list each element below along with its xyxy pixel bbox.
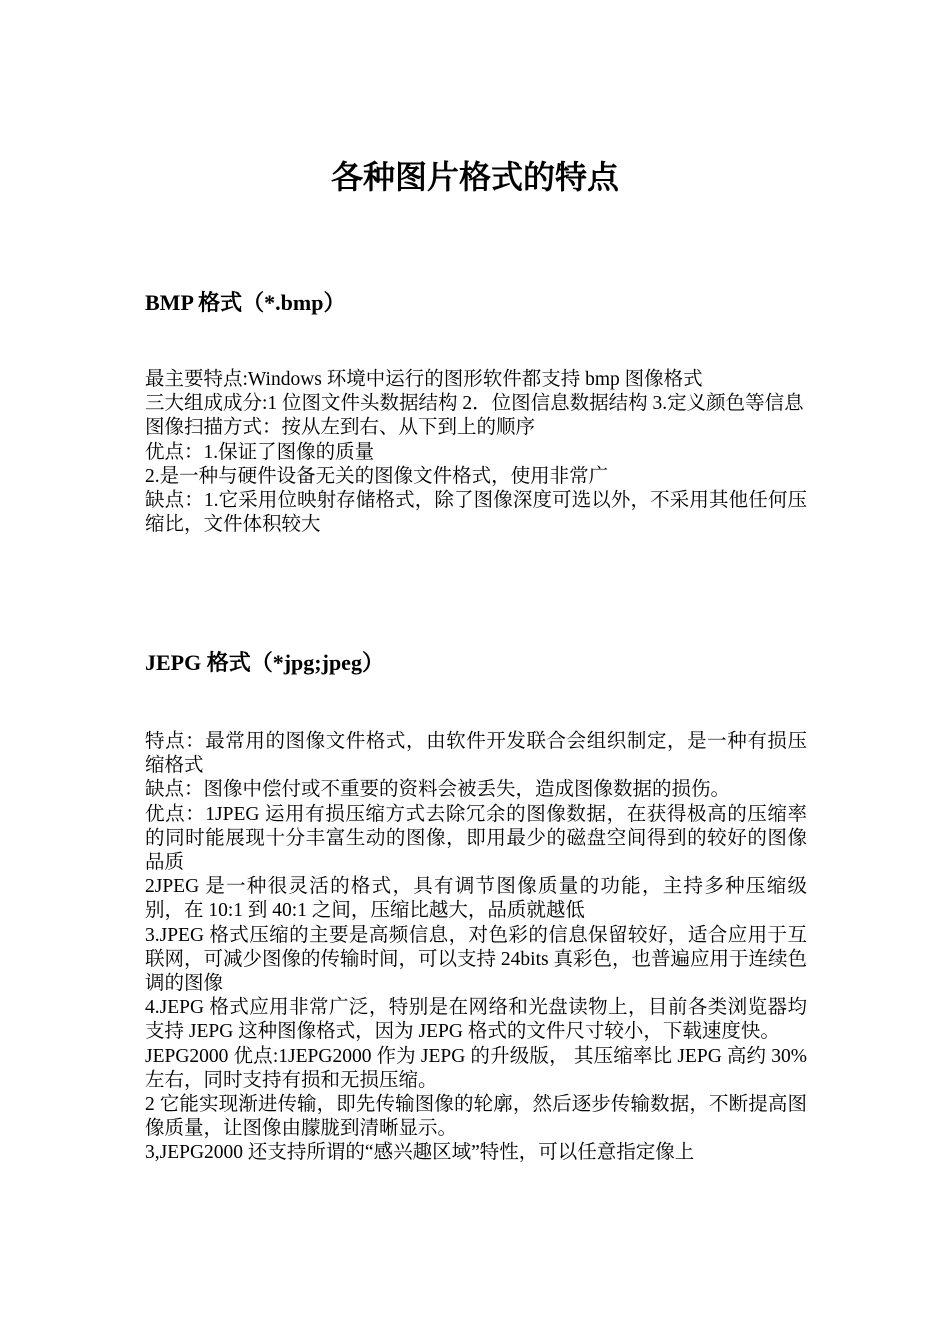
paragraph: 三大组成成分:1 位图文件头数据结构 2．位图信息数据结构 3.定义颜色等信息 [145, 393, 804, 415]
paragraph: 优点：1JPEG 运用有损压缩方式去除冗余的图像数据，在获得极高的压缩率的同时能展现十分丰富生动的图像，即用最少的磁盘空间得到的较好的图像品质 [145, 803, 807, 874]
paragraph: JEPG2000 优点:1JEPG2000 作为 JEPG 的升级版， 其压缩率比 JEPG 高约 30%左右，同时支持有损和无损压缩。 [145, 1045, 807, 1091]
section-heading-jpeg: JEPG 格式（*jpg;jpeg） [145, 650, 384, 675]
paragraph: 2.是一种与硬件设备无关的图像文件格式，使用非常广 [145, 465, 609, 487]
section-heading-bmp: BMP 格式（*.bmp） [145, 290, 346, 315]
paragraph: 3,JEPG2000 还支持所谓的“感兴趣区域”特性，可以任意指定像上 [145, 1142, 695, 1164]
paragraph: 4.JEPG 格式应用非常广泛，特别是在网络和光盘读物上，目前各类浏览器均支持 JEPG 这种图像格式，因为 JEPG 格式的文件尺寸较小，下载速度快。 [145, 997, 807, 1043]
section-body-bmp [145, 368, 807, 537]
document-title: 各种图片格式的特点 [330, 159, 619, 195]
paragraph: 3.JPEG 格式压缩的主要是高频信息，对色彩的信息保留较好，适合应用于互联网，可减少图像的传输时间，可以支持 24bits 真彩色，也普遍应用于连续色调的图像 [145, 924, 807, 995]
paragraph: 最主要特点:Windows 环境中运行的图形软件都支持 bmp 图像格式 [145, 369, 703, 390]
paragraph: 图像扫描方式：按从左到右、从下到上的顺序 [145, 417, 536, 439]
paragraph: 缺点：1.它采用位映射存储格式，除了图像深度可选以外，不采用其他任何压缩比，文件体积较大 [145, 490, 807, 536]
section-body-jpeg [145, 730, 807, 1166]
paragraph: 2 它能实现渐进传输，即先传输图像的轮廓，然后逐步传输数据，不断提高图像质量，让图像由朦胧到清晰显示。 [145, 1094, 807, 1140]
paragraph: 2JPEG 是一种很灵活的格式，具有调节图像质量的功能，主持多种压缩级别，在 10:1 到 40:1 之间，压缩比越大，品质就越低 [145, 876, 807, 922]
paragraph: 缺点：图像中偿付或不重要的资料会被丢失，造成图像数据的损伤。 [145, 779, 731, 801]
paragraph: 特点：最常用的图像文件格式，由软件开发联合会组织制定，是一种有损压缩格式 [145, 731, 807, 777]
paragraph: 优点：1.保证了图像的质量 [145, 441, 375, 463]
